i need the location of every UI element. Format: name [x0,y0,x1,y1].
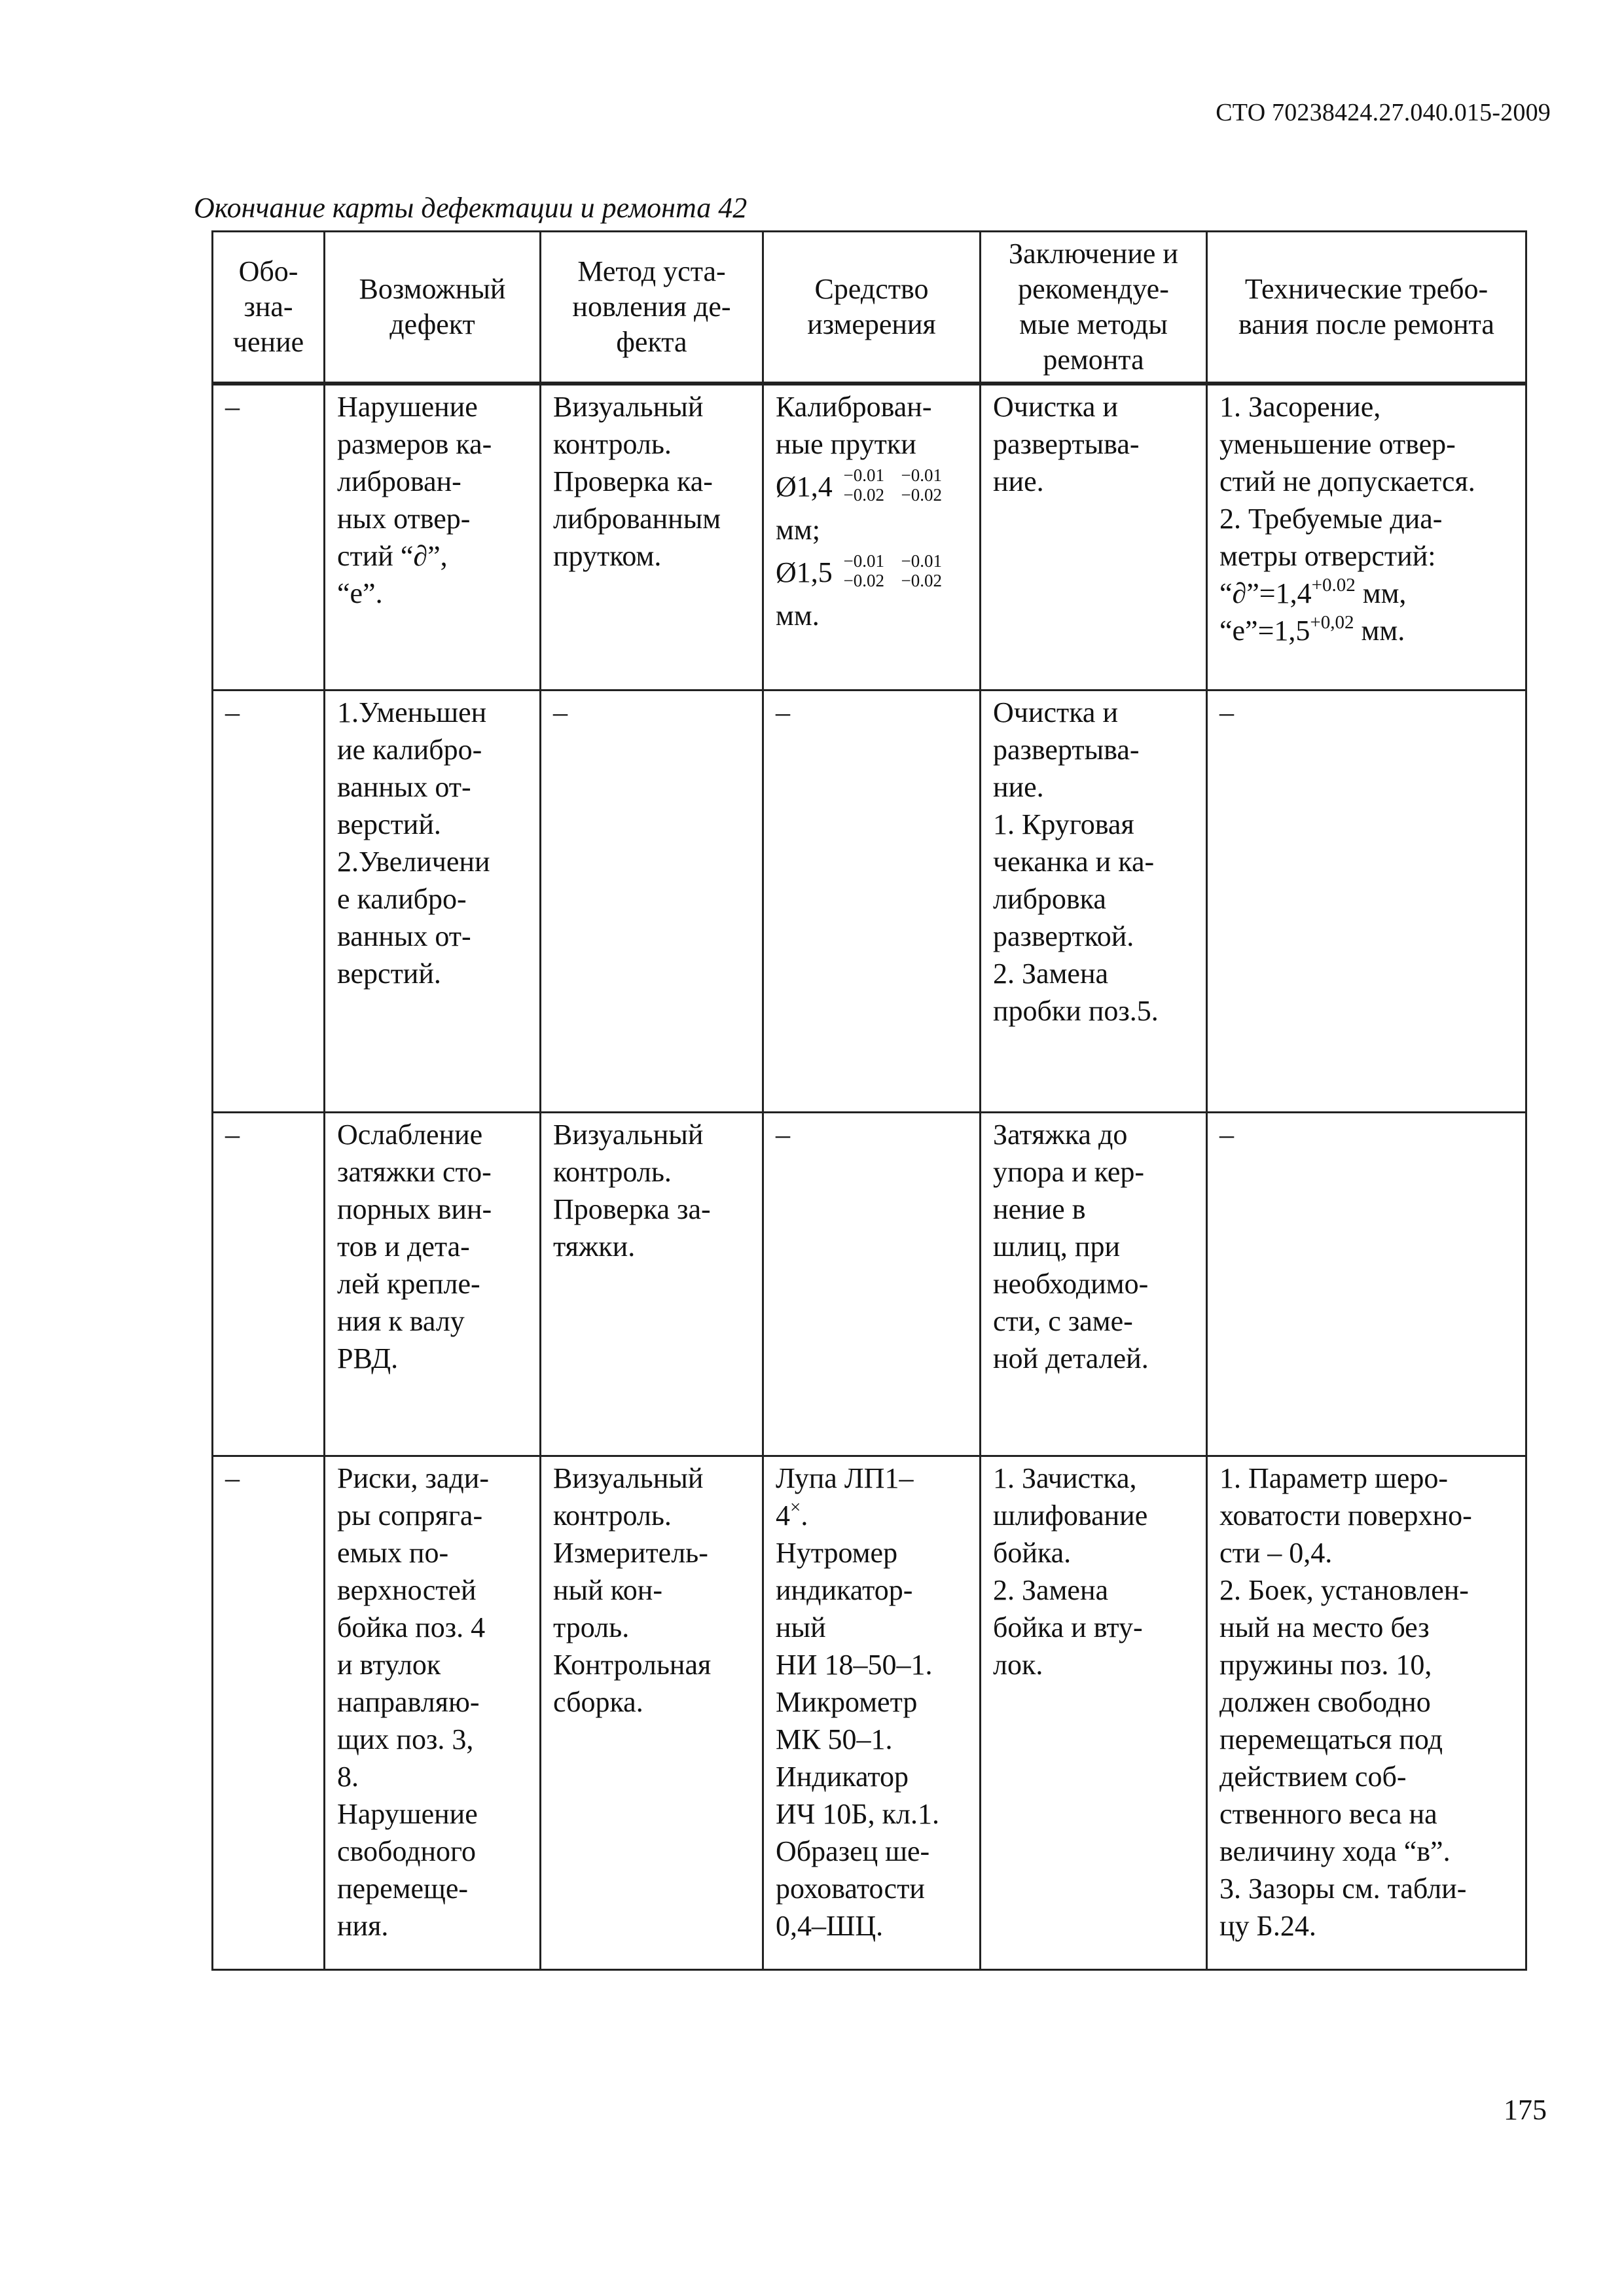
table-row [213,691,1526,1113]
hole-e-diameter: “$е”=1,5^{+0,02}$ мм. [1219,612,1405,647]
column-header-designation: Обо- зна- чение [213,232,325,384]
hole-d-diameter: “$\partial”=1,4^{+0.02}$ мм, [1219,575,1407,609]
cell-measuring-tool: – [763,1113,981,1456]
column-header-repair-method: Заключение и рекомендуе- мые методы ремонта [981,232,1207,384]
cell-designation: – [213,691,325,1113]
tolerance-1: −0.01 −0.02 [843,465,884,505]
table-row [213,1456,1526,1970]
cell-defect: Риски, зади- ры сопряга- емых по- верхностей бойка поз. 4 и втулок направляю- щих поз. 3, 8. Нарушение свободного перемеще- ния. [325,1456,541,1970]
cell-repair-method: 1. Зачистка, шлифование бойка. 2. Замена бойка и вту- лок. [981,1456,1207,1970]
cell-repair-method: Очистка и развертыва- ние. [981,384,1207,691]
cell-measuring-tool: Лупа ЛП1– 4×. Нутромер индикатор- ный НИ 18–50–1. Микрометр МК 50–1. Индикатор ИЧ 10Б, кл.1. Образец ше- роховатости 0,4–ШЦ. [763,1456,981,1970]
cell-measuring-tool: Калиброван- ные прутки Ø1,4 −0.01 −0.02 −0.01 −0.02 мм; Ø1,5 −0.01 −0.02 −0.01 −0.02 мм. [763,384,981,691]
tolerance-2: −0.01 −0.02 [901,551,942,590]
table-row [213,384,1526,691]
table-row [213,1113,1526,1456]
cell-requirements: – [1207,691,1526,1113]
cell-requirements: 1. Параметр шеро- ховатости поверхно- сти – 0,4. 2. Боек, установлен- ный на место без пружины поз. 10, должен свободно перемещаться под действием соб- ственного веса на величину хода “в”. 3. Зазоры см. табли- цу Б.24. [1207,1456,1526,1970]
column-header-method: Метод уста- новления де- фекта [541,232,763,384]
column-header-measuring-tool: Средство измерения [763,232,981,384]
cell-repair-method: Затяжка до упора и кер- нение в шлиц, при необходимо- сти, с заме- ной деталей. [981,1113,1207,1456]
cell-designation: – [213,384,325,691]
dimension-diameter-1-4: Ø1,4 −0.01 −0.02 −0.01 −0.02 [776,465,942,505]
table-caption: Окончание карты дефектации и ремонта 42 [194,192,748,224]
dimension-diameter-1-5: Ø1,5 −0.01 −0.02 −0.01 −0.02 [776,551,942,590]
cell-defect: 1.Уменьшен ие калибро- ванных от- верстий. 2.Увеличени е калибро- ванных от- верстий. [325,691,541,1113]
cell-method: Визуальный контроль. Измеритель- ный кон- троль. Контрольная сборка. [541,1456,763,1970]
cell-measuring-tool: – [763,691,981,1113]
cell-defect: Ослабление затяжки сто- порных вин- тов и дета- лей крепле- ния к валу РВД. [325,1113,541,1456]
document-code: СТО 70238424.27.040.015-2009 [1216,99,1551,126]
magnifier-power: 4×. [776,1497,808,1532]
column-header-defect: Возможный дефект [325,232,541,384]
defect-repair-table [211,230,1527,1971]
cell-method: Визуальный контроль. Проверка ка- либрованным прутком. [541,384,763,691]
cell-designation: – [213,1456,325,1970]
cell-method: – [541,691,763,1113]
cell-requirements: – [1207,1113,1526,1456]
cell-requirements: 1. Засорение, уменьшение отвер- стий не допускается. 2. Требуемые диа- метры отверстий: “$\partial”=1,4^{+0.02}$ мм, “$е”=1,5^{+0,02}$ мм. [1207,384,1526,691]
page-number: 175 [1504,2094,1547,2126]
column-header-requirements: Технические требо- вания после ремонта [1207,232,1526,384]
tolerance-1: −0.01 −0.02 [843,551,884,590]
tolerance-2: −0.01 −0.02 [901,465,942,505]
cell-repair-method: Очистка и развертыва- ние. 1. Круговая чеканка и ка- либровка разверткой. 2. Замена пробки поз.5. [981,691,1207,1113]
table-header-row [213,232,1526,384]
cell-defect: Нарушение размеров ка- либрован- ных отвер- стий “∂”, “е”. [325,384,541,691]
cell-designation: – [213,1113,325,1456]
cell-method: Визуальный контроль. Проверка за- тяжки. [541,1113,763,1456]
